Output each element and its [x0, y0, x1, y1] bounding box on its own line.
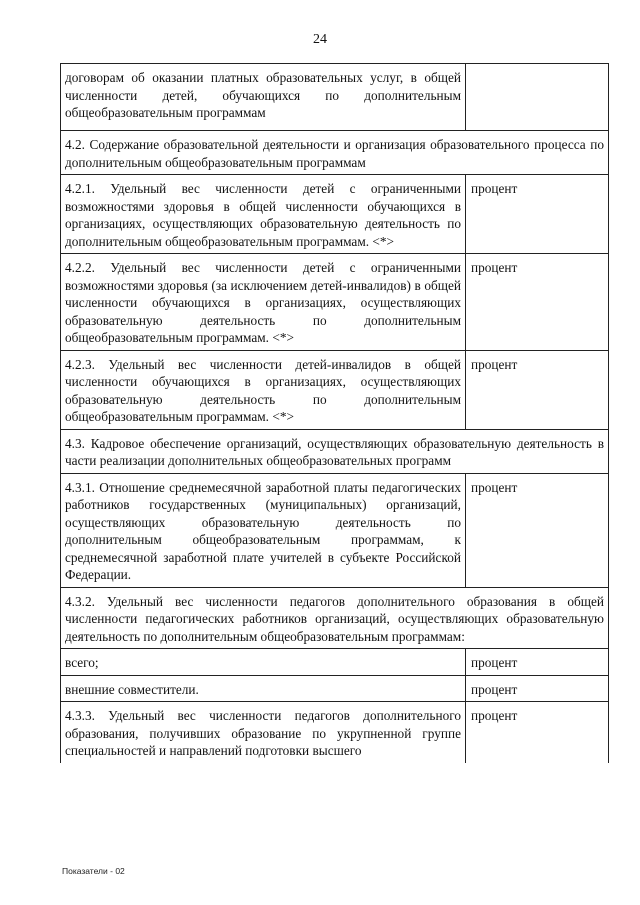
indicator-cell: 4.2.1. Удельный вес численности детей с ограниченными возможностями здоровья в общей численности обучающихся в организациях, осуществляющих образовательную деятельность по дополнительным общеобразовательным программам. <*>	[61, 175, 466, 254]
indicator-cell: всего;	[61, 649, 466, 676]
section-row	[61, 587, 609, 649]
table-row	[61, 473, 609, 587]
unit-cell: процент	[466, 649, 609, 676]
unit-cell	[466, 64, 609, 131]
table-row	[61, 254, 609, 351]
indicator-cell: 4.3.1. Отношение среднемесячной заработной платы педагогических работников государственных (муниципальных) организаций, осуществляющих образовательную деятельность по дополнительным общеобразовательным программам, к среднемесячной заработной плате учителей в субъекте Российской Федерации.	[61, 473, 466, 587]
unit-cell: процент	[466, 175, 609, 254]
table-row	[61, 675, 609, 702]
indicator-cell: 4.2.3. Удельный вес численности детей-инвалидов в общей численности обучающихся в организациях, осуществляющих образовательную деятельность по дополнительным общеобразовательным программам. <*>	[61, 350, 466, 429]
unit-cell: процент	[466, 254, 609, 351]
section-row	[61, 429, 609, 473]
footer-note: Показатели - 02	[62, 866, 125, 876]
table-row	[61, 649, 609, 676]
table-row	[61, 64, 609, 131]
unit-cell: процент	[466, 702, 609, 763]
section-row	[61, 131, 609, 175]
section-heading: 4.3. Кадровое обеспечение организаций, осуществляющих образовательную деятельность в части реализации дополнительных общеобразовательных программ	[61, 429, 609, 473]
indicator-cell: договорам об оказании платных образовательных услуг, в общей численности детей, обучающихся по дополнительным общеобразовательным программам	[61, 64, 466, 131]
unit-cell: процент	[466, 350, 609, 429]
page-number: 24	[313, 32, 327, 47]
table-row	[61, 702, 609, 763]
indicator-cell: 4.3.3. Удельный вес численности педагогов дополнительного образования, получивших образование по укрупненной группе специальностей и направлений подготовки высшего	[61, 702, 466, 763]
section-heading: 4.2. Содержание образовательной деятельности и организация образовательного процесса по дополнительным общеобразовательным программам	[61, 131, 609, 175]
table-row	[61, 175, 609, 254]
indicator-cell: внешние совместители.	[61, 675, 466, 702]
unit-cell: процент	[466, 473, 609, 587]
section-heading: 4.3.2. Удельный вес численности педагогов дополнительного образования в общей численности педагогических работников организаций, осуществляющих образовательную деятельность по дополнительным общеобразовательным программам:	[61, 587, 609, 649]
unit-cell: процент	[466, 675, 609, 702]
table-row	[61, 350, 609, 429]
indicators-table	[60, 63, 609, 763]
indicator-cell: 4.2.2. Удельный вес численности детей с ограниченными возможностями здоровья (за исключением детей-инвалидов) в общей численности обучающихся в организациях, осуществляющих образовательную деятельность по дополнительным общеобразовательным программам. <*>	[61, 254, 466, 351]
